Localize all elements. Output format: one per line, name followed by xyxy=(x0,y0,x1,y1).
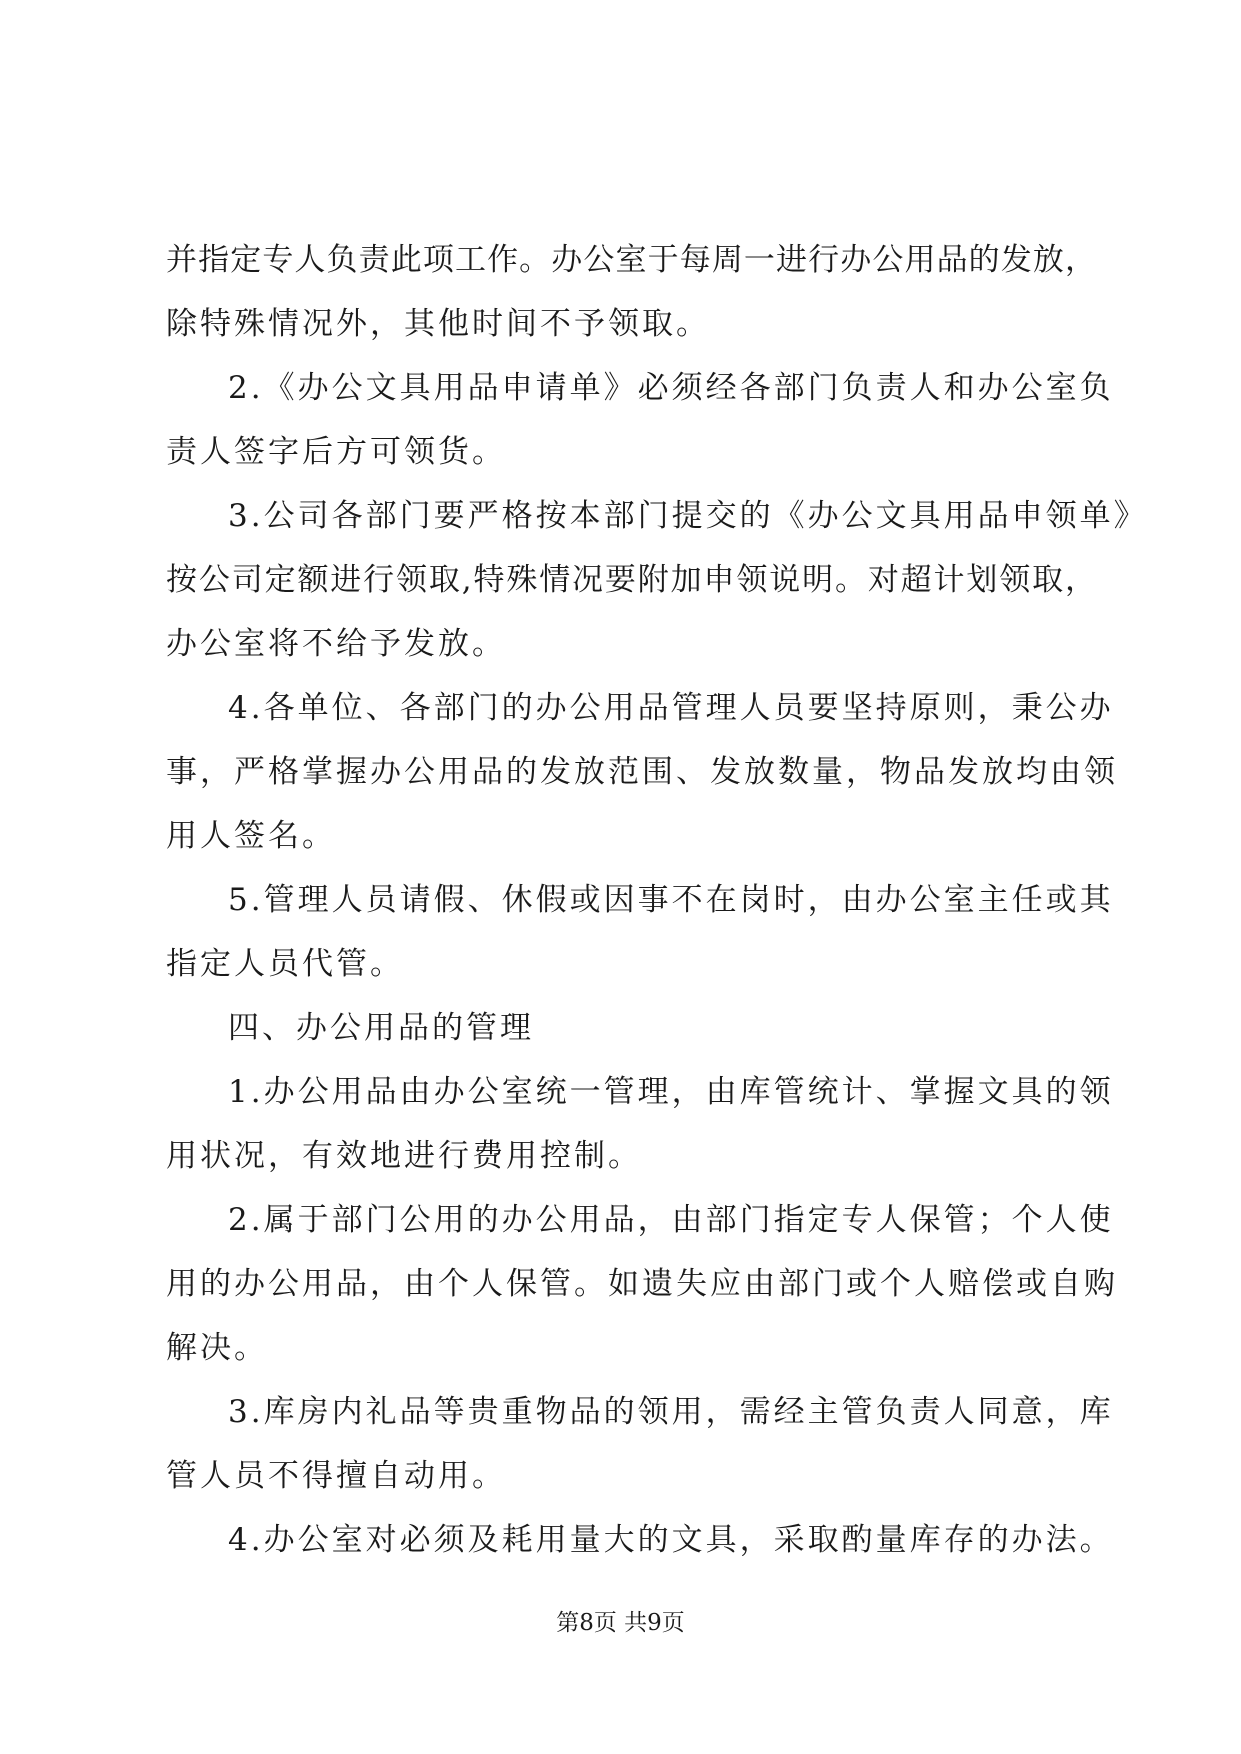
text-line: 用的办公用品，由个人保管。如遗失应由部门或个人赔偿或自购 xyxy=(166,1266,1118,1302)
text-line: 责人签字后方可领货。 xyxy=(166,434,506,470)
text-line: 用人签名。 xyxy=(166,818,336,854)
text-line: 3.公司各部门要严格按本部门提交的《办公文具用品申领单》 xyxy=(228,498,1148,534)
text-line: 按公司定额进行领取,特殊情况要附加申领说明。对超计划领取， xyxy=(166,562,1096,598)
text-line: 并指定专人负责此项工作。办公室于每周一进行办公用品的发放， xyxy=(166,242,1096,278)
text-line: 办公室将不给予发放。 xyxy=(166,626,506,662)
text-line: 管人员不得擅自动用。 xyxy=(166,1458,506,1494)
text-line: 5.管理人员请假、休假或因事不在岗时，由办公室主任或其 xyxy=(228,882,1114,918)
text-line: 除特殊情况外，其他时间不予领取。 xyxy=(166,306,710,342)
text-line: 解决。 xyxy=(166,1330,268,1366)
text-line: 1.办公用品由办公室统一管理，由库管统计、掌握文具的领 xyxy=(228,1074,1114,1110)
text-line: 事，严格掌握办公用品的发放范围、发放数量，物品发放均由领 xyxy=(166,754,1118,790)
text-line: 用状况，有效地进行费用控制。 xyxy=(166,1138,642,1174)
text-line: 指定人员代管。 xyxy=(166,946,404,982)
section-heading: 四、办公用品的管理 xyxy=(228,1010,534,1046)
text-line: 4.办公室对必须及耗用量大的文具，采取酌量库存的办法。 xyxy=(228,1522,1114,1558)
text-line: 2.《办公文具用品申请单》必须经各部门负责人和办公室负 xyxy=(228,370,1114,406)
page-number: 第8页 共9页 xyxy=(556,1610,685,1636)
text-line: 2.属于部门公用的办公用品，由部门指定专人保管；个人使 xyxy=(228,1202,1114,1238)
text-line: 3.库房内礼品等贵重物品的领用，需经主管负责人同意，库 xyxy=(228,1394,1114,1430)
document-body xyxy=(166,228,1148,1572)
text-line: 4.各单位、各部门的办公用品管理人员要坚持原则，秉公办 xyxy=(228,690,1114,726)
